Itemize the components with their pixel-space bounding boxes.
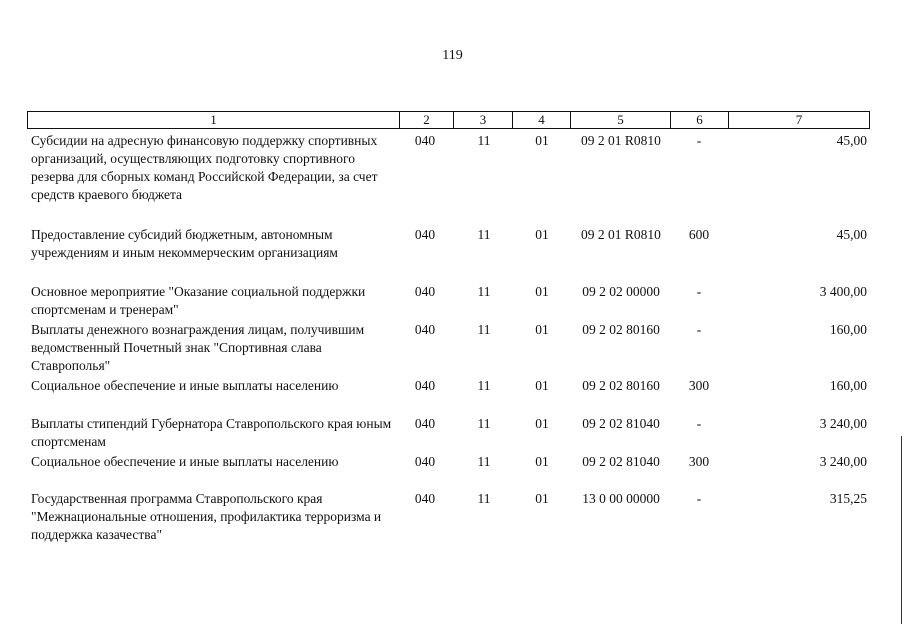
row-code-3: 11 [477, 454, 491, 469]
row-code-2: 040 [414, 491, 436, 506]
row-code-4: 01 [535, 378, 549, 393]
row-amount: 45,00 [836, 133, 867, 148]
row-code-3: 11 [477, 133, 491, 148]
row-code-3: 11 [477, 378, 491, 393]
row-code-2: 040 [414, 454, 436, 469]
row-code-3: 11 [477, 322, 491, 337]
page-number: 119 [442, 48, 463, 63]
row-code-6: 300 [688, 454, 710, 469]
row-code-5: 09 2 01 R0810 [581, 133, 661, 148]
row-amount: 3 240,00 [819, 416, 867, 431]
row-amount: 315,25 [829, 491, 867, 506]
row-code-2: 040 [414, 378, 436, 393]
row-amount: 160,00 [829, 378, 867, 393]
row-code-2: 040 [414, 227, 436, 242]
row-amount: 3 400,00 [819, 284, 867, 299]
row-code-6: 600 [688, 227, 710, 242]
row-code-2: 040 [414, 133, 436, 148]
row-code-5: 09 2 02 81040 [582, 416, 660, 431]
row-code-4: 01 [535, 133, 549, 148]
row-code-6: - [696, 133, 702, 148]
row-code-5: 09 2 02 81040 [582, 454, 660, 469]
row-code-5: 09 2 01 R0810 [581, 227, 661, 242]
row-code-5: 09 2 02 00000 [582, 284, 660, 299]
row-code-6: - [696, 284, 702, 299]
row-name: Субсидии на адресную финансовую поддержку спортивных организаций, осуществляющих подготовку спортивного резерва для сборных команд Российской Федерации, за счет средств краевого бюджета [31, 133, 378, 202]
row-code-4: 01 [535, 284, 549, 299]
row-amount: 3 240,00 [819, 454, 867, 469]
row-code-6: - [696, 491, 702, 506]
row-amount: 160,00 [829, 322, 867, 337]
header-col-4: 4 [513, 112, 571, 128]
header-col-2: 2 [400, 112, 454, 128]
row-code-6: - [696, 322, 702, 337]
row-name: Выплаты денежного вознаграждения лицам, получившим ведомственный Почетный знак "Спортивная слава Ставрополья" [31, 322, 365, 373]
row-code-5: 09 2 02 80160 [582, 378, 660, 393]
row-code-3: 11 [477, 227, 491, 242]
row-amount: 45,00 [836, 227, 867, 242]
row-name: Предоставление субсидий бюджетным, автономным учреждениям и иным некоммерческим организациям [31, 227, 338, 260]
row-name: Социальное обеспечение и иные выплаты населению [31, 454, 339, 469]
row-code-2: 040 [414, 284, 436, 299]
header-col-7: 7 [795, 112, 803, 127]
row-code-4: 01 [535, 322, 549, 337]
row-name: Социальное обеспечение и иные выплаты населению [31, 378, 339, 393]
header-col-6: 6 [671, 112, 729, 128]
row-code-6: 300 [688, 378, 710, 393]
row-code-4: 01 [535, 491, 549, 506]
row-code-3: 11 [477, 284, 491, 299]
header-col-3: 3 [454, 112, 513, 128]
row-code-2: 040 [414, 322, 436, 337]
row-code-4: 01 [535, 454, 549, 469]
header-col-1: 1 [28, 112, 400, 128]
row-code-3: 11 [477, 416, 491, 431]
row-code-6: - [696, 416, 702, 431]
scan-edge-line [901, 436, 902, 624]
row-name: Государственная программа Ставропольского края "Межнациональные отношения, профилактика терроризма и поддержка казачества" [31, 491, 382, 542]
row-name: Основное мероприятие "Оказание социальной поддержки спортсменам и тренерам" [31, 284, 366, 317]
row-code-5: 13 0 00 00000 [582, 491, 660, 506]
row-code-2: 040 [414, 416, 436, 431]
row-code-4: 01 [535, 416, 549, 431]
row-name: Выплаты стипендий Губернатора Ставропольского края юным спортсменам [31, 416, 392, 449]
row-code-5: 09 2 02 80160 [582, 322, 660, 337]
row-code-3: 11 [477, 491, 491, 506]
header-col-5: 5 [571, 112, 671, 128]
row-code-4: 01 [535, 227, 549, 242]
table-header [27, 111, 870, 129]
